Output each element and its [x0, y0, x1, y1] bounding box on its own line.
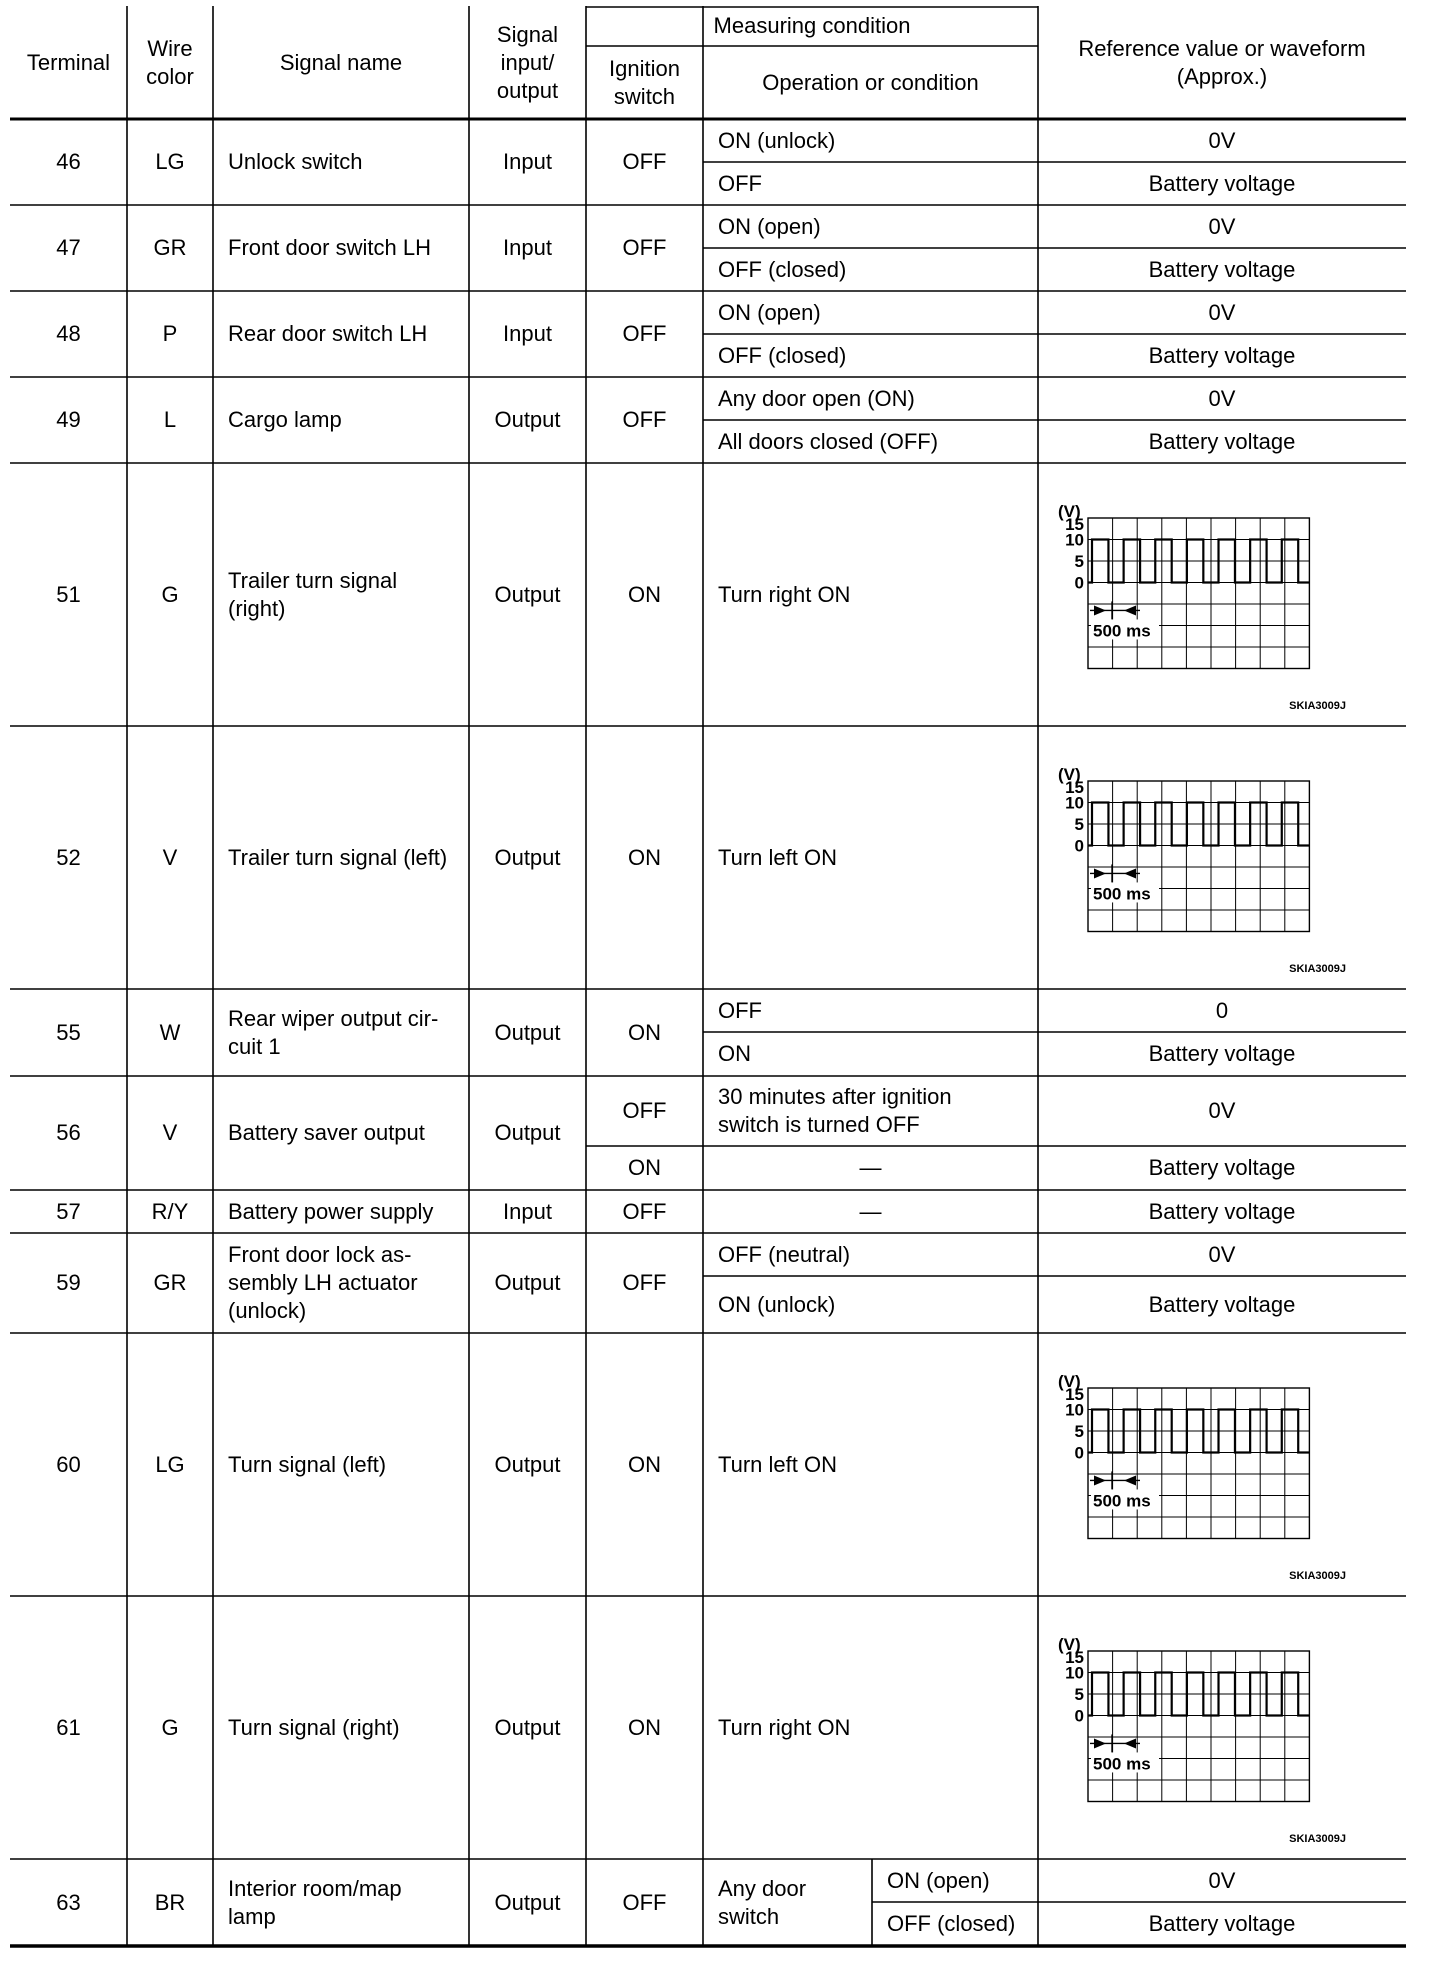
value-56-a: 0V [1208, 1098, 1236, 1123]
voltage-tick-label: 0 [1074, 836, 1084, 856]
ignition-63: OFF [622, 1889, 667, 1915]
condition-63-b: OFF (closed) [887, 1911, 1016, 1936]
wire-color-63: BR [154, 1889, 186, 1915]
ignition-52: ON [628, 844, 661, 870]
terminal-55: 55 [56, 1019, 81, 1045]
time-marker-arrow-icon [1094, 1738, 1106, 1748]
condition-52: Turn left ON [718, 844, 837, 870]
wire-color-60: LG [155, 1451, 185, 1477]
signal-name-61: Turn signal (right) [228, 1714, 400, 1740]
ignition-60: ON [628, 1451, 661, 1477]
time-scale-label: 500 ms [1093, 884, 1151, 904]
condition-59-b: ON (unlock) [718, 1291, 836, 1317]
value-55-b: Battery voltage [1148, 1041, 1296, 1066]
wire-color-61: G [161, 1714, 179, 1740]
value-48-b: Battery voltage [1148, 342, 1296, 368]
value-57: Battery voltage [1148, 1198, 1296, 1224]
condition-55-a: OFF [718, 997, 762, 1023]
voltage-tick-label: 10 [1065, 1663, 1084, 1683]
signal-name-63: Interior room/map lamp [228, 1875, 402, 1929]
ignition-55: ON [628, 1019, 661, 1045]
ignition-51: ON [628, 581, 661, 607]
condition-56-a: 30 minutes after ignition switch is turned OFF [718, 1084, 952, 1137]
header-measuring-condition: Measuring condition [713, 13, 911, 38]
waveform-51 [1056, 504, 1396, 714]
signal-name-59: Front door lock as- sembly LH actuator (unlock) [228, 1242, 418, 1323]
time-scale-label: 500 ms [1093, 621, 1151, 641]
voltage-tick-label: 0 [1074, 573, 1084, 593]
header-reference: Reference value or waveform (Approx.) [1078, 35, 1366, 89]
condition-56-b: — [859, 1155, 882, 1180]
signal-io-55: Output [494, 1019, 561, 1045]
condition-47-a: ON (open) [718, 213, 821, 239]
header-wire-color: Wire color [146, 35, 194, 89]
ignition-57: OFF [622, 1198, 667, 1224]
value-59-a: 0V [1208, 1241, 1236, 1267]
ignition-49: OFF [622, 407, 667, 432]
condition-51: Turn right ON [718, 581, 851, 607]
terminal-51: 51 [56, 581, 81, 607]
value-59-b: Battery voltage [1148, 1291, 1296, 1317]
signal-io-61: Output [494, 1714, 561, 1740]
condition-46-b: OFF [718, 170, 762, 196]
waveform-60 [1056, 1374, 1396, 1584]
wire-color-49: L [163, 407, 177, 432]
terminal-57: 57 [56, 1198, 81, 1224]
voltage-tick-label: 5 [1074, 552, 1084, 571]
wire-color-52: V [162, 844, 178, 870]
wire-color-55: W [159, 1019, 181, 1045]
signal-name-52: Trailer turn signal (left) [228, 844, 448, 870]
signal-io-56: Output [494, 1120, 561, 1145]
terminal-47: 47 [56, 235, 81, 260]
condition-47-b: OFF (closed) [718, 256, 847, 282]
time-marker-arrow-icon [1094, 1475, 1106, 1485]
signal-name-49: Cargo lamp [228, 407, 342, 432]
signal-io-57: Input [503, 1198, 552, 1224]
voltage-tick-label: 10 [1065, 530, 1084, 550]
ignition-59: OFF [622, 1270, 667, 1295]
condition-49-b: All doors closed (OFF) [718, 428, 939, 454]
signal-io-47: Input [503, 235, 552, 260]
wire-color-56: V [162, 1120, 178, 1145]
condition-63-a: ON (open) [887, 1867, 990, 1893]
voltage-tick-label: 15 [1065, 778, 1084, 797]
condition-49-a: Any door open (ON) [718, 385, 915, 411]
signal-name-57: Battery power supply [228, 1198, 434, 1224]
figure-id: SKIA3009J [1289, 1570, 1346, 1582]
voltage-unit-label: (V) [1058, 767, 1081, 784]
voltage-tick-label: 5 [1074, 1422, 1084, 1441]
condition-63: Any door switch [718, 1875, 807, 1929]
wire-color-59: GR [153, 1270, 187, 1295]
header-operation: Operation or condition [762, 69, 979, 95]
wire-color-48: P [162, 321, 178, 346]
figure-id: SKIA3009J [1289, 700, 1346, 712]
signal-io-48: Input [503, 321, 552, 346]
condition-48-b: OFF (closed) [718, 342, 847, 368]
terminal-61: 61 [56, 1714, 81, 1740]
signal-name-56: Battery saver output [228, 1120, 425, 1145]
value-56-b: Battery voltage [1148, 1155, 1296, 1180]
voltage-tick-label: 5 [1074, 1685, 1084, 1704]
terminal-63: 63 [56, 1889, 81, 1915]
signal-io-63: Output [494, 1889, 561, 1915]
condition-48-a: ON (open) [718, 299, 821, 325]
wire-color-46: LG [155, 149, 185, 174]
voltage-tick-label: 15 [1065, 515, 1084, 534]
voltage-tick-label: 10 [1065, 1400, 1084, 1420]
terminal-48: 48 [56, 321, 81, 346]
time-marker-arrow-icon [1124, 1738, 1136, 1748]
header-terminal: Terminal [26, 49, 111, 75]
signal-io-52: Output [494, 844, 561, 870]
header-ignition-switch: Ignition switch [609, 55, 680, 109]
figure-id: SKIA3009J [1289, 963, 1346, 975]
time-marker-arrow-icon [1124, 605, 1136, 615]
voltage-tick-label: 0 [1074, 1443, 1084, 1463]
voltage-tick-label: 15 [1065, 1648, 1084, 1667]
value-63-b: Battery voltage [1148, 1911, 1296, 1936]
signal-name-47: Front door switch LH [228, 235, 431, 260]
value-47-a: 0V [1208, 213, 1236, 239]
terminal-56: 56 [56, 1120, 81, 1145]
waveform-52 [1056, 767, 1396, 977]
ignition-56-a: OFF [622, 1098, 667, 1123]
figure-id: SKIA3009J [1289, 1833, 1346, 1845]
wire-color-57: R/Y [151, 1198, 189, 1224]
value-55-a: 0 [1215, 997, 1229, 1023]
signal-io-49: Output [494, 407, 561, 432]
value-47-b: Battery voltage [1148, 256, 1296, 282]
condition-57: — [859, 1198, 882, 1224]
signal-name-51: Trailer turn signal (right) [228, 567, 398, 621]
condition-55-b: ON [718, 1041, 751, 1066]
voltage-tick-label: 5 [1074, 815, 1084, 834]
header-signal-name: Signal name [279, 49, 403, 75]
terminal-table [10, 6, 1406, 1950]
condition-59-a: OFF (neutral) [718, 1241, 851, 1267]
ignition-48: OFF [622, 321, 667, 346]
signal-name-60: Turn signal (left) [228, 1451, 387, 1477]
signal-io-59: Output [494, 1270, 561, 1295]
waveform-61 [1056, 1637, 1396, 1847]
wire-color-47: GR [153, 235, 187, 260]
value-46-b: Battery voltage [1148, 170, 1296, 196]
time-marker-arrow-icon [1124, 1475, 1136, 1485]
signal-name-48: Rear door switch LH [228, 321, 428, 346]
terminal-46: 46 [56, 149, 81, 174]
time-scale-label: 500 ms [1093, 1491, 1151, 1511]
value-48-a: 0V [1208, 299, 1236, 325]
time-marker-arrow-icon [1094, 868, 1106, 878]
terminal-59: 59 [56, 1270, 81, 1295]
condition-60: Turn left ON [718, 1451, 837, 1477]
ignition-56-b: ON [628, 1155, 661, 1180]
header-signal-io: Signal input/ output [496, 21, 559, 103]
value-49-a: 0V [1208, 385, 1236, 411]
voltage-unit-label: (V) [1058, 1637, 1081, 1654]
value-63-a: 0V [1208, 1867, 1236, 1893]
voltage-tick-label: 15 [1065, 1385, 1084, 1404]
time-scale-label: 500 ms [1093, 1754, 1151, 1774]
ignition-61: ON [628, 1714, 661, 1740]
condition-46-a: ON (unlock) [718, 127, 836, 153]
terminal-52: 52 [56, 844, 81, 870]
wire-color-51: G [161, 581, 179, 607]
value-46-a: 0V [1208, 127, 1236, 153]
signal-io-46: Input [503, 149, 552, 174]
terminal-49: 49 [56, 407, 81, 432]
signal-io-60: Output [494, 1451, 561, 1477]
voltage-unit-label: (V) [1058, 1374, 1081, 1391]
condition-61: Turn right ON [718, 1714, 851, 1740]
time-marker-arrow-icon [1094, 605, 1106, 615]
signal-io-51: Output [494, 581, 561, 607]
time-marker-arrow-icon [1124, 868, 1136, 878]
voltage-unit-label: (V) [1058, 504, 1081, 521]
terminal-60: 60 [56, 1451, 81, 1477]
ignition-46: OFF [622, 149, 667, 174]
value-49-b: Battery voltage [1148, 428, 1296, 454]
voltage-tick-label: 10 [1065, 793, 1084, 813]
signal-name-55: Rear wiper output cir- cuit 1 [228, 1005, 439, 1059]
voltage-tick-label: 0 [1074, 1706, 1084, 1726]
signal-name-46: Unlock switch [228, 149, 363, 174]
ignition-47: OFF [622, 235, 667, 260]
